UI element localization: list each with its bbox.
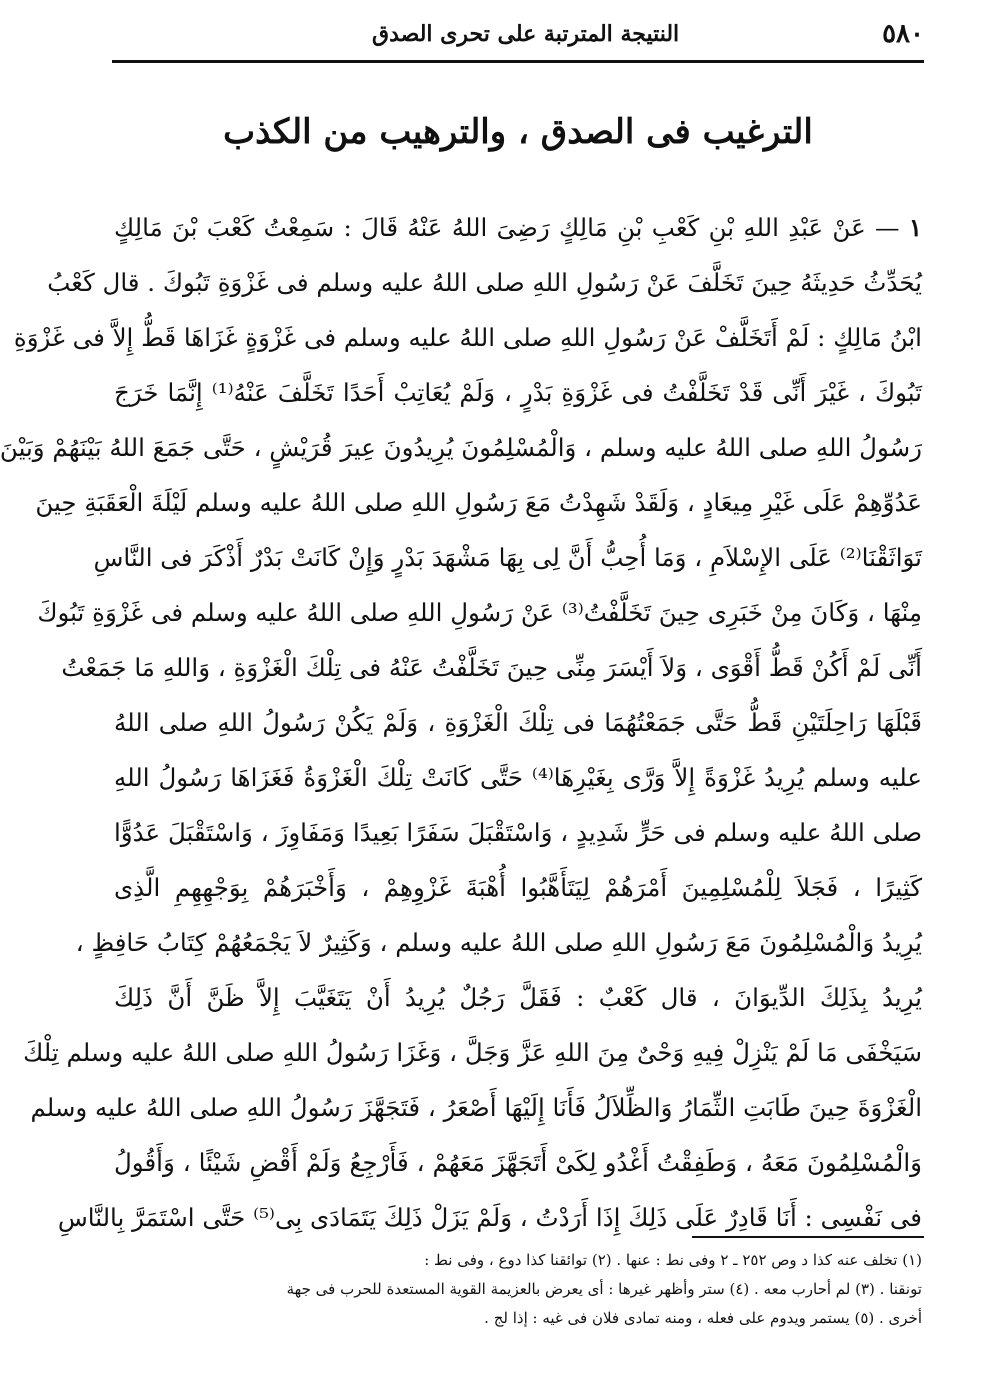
body-line: صلى اللهُ عليه وسلم فى حَرٍّ شَدِيدٍ ، وَاسْتَقْبَلَ سَفَرًا بَعِيدًا وَمَفَاوِزَ ، وَاسْتَقْبَلَ عَدُوًّا	[114, 818, 922, 847]
section-title: الترغيب فى الصدق ، والترهيب من الكذب	[223, 112, 813, 152]
body-line: عليه وسلم يُرِيدُ غَزْوَةً إِلاَّ وَرَّى بِغَيْرِهَا⁽⁴⁾ حَتَّى كَانَتْ تِلْكَ الْغَزْوَةُ فَغَزَاهَا رَسُولُ اللهِ	[114, 763, 922, 792]
header-rule	[112, 60, 924, 63]
body-line: يُحَدِّثُ حَدِيثَهُ حِينَ تَخَلَّفَ عَنْ رَسُولِ اللهِ صلى اللهُ عليه وسلم فى غَزْوَةِ تَبُوكَ . قال كَعْبُ	[47, 268, 922, 297]
page-header	[112, 14, 924, 54]
body-line: فى نَفْسِى : أَنَا قَادِرٌ عَلَى ذَلِكَ إِذَا أَرَدْتُ ، وَلَمْ يَزَلْ ذَلِكَ يَتَمَادَى بِى⁽⁵⁾ حَتَّى اسْتَمَرَّ بِالنَّاسِ	[57, 1203, 922, 1232]
footnote-rule	[692, 1236, 924, 1238]
footnote-line: (١) تخلف عنه كذا د وص ٢٥٢ ـ ٢ وفى نط : عنها . (٢) توائقنا كذا دوع ، وفى نط :	[424, 1251, 922, 1269]
body-line: وَالْمُسْلِمُونَ مَعَهُ ، وَطَفِقْتُ أَغْدُو لِكَىْ أَتَجَهَّزَ مَعَهُمْ ، فَأَرْجِعُ وَلَمْ أَقْضِ شَيْئًا ، وَأَقُولُ	[114, 1148, 922, 1177]
footnote-line: أخرى . (٥) يستمر ويدوم على فعله ، ومنه تمادى فلان فى غيه : إذا لج .	[484, 1309, 922, 1327]
body-line: قَبْلَهَا رَاحِلَتَيْنِ قَطُّ حَتَّى جَمَعْتُهُمَا فى تِلْكَ الْغَزْوَةِ ، وَلَمْ يَكُنْ رَسُولُ اللهِ صلى اللهُ	[114, 708, 922, 737]
body-line: ابْنُ مَالِكٍ : لَمْ أَتَخَلَّفْ عَنْ رَسُولِ اللهِ صلى اللهُ عليه وسلم فى غَزْوَةٍ غَزَاهَا قَطُّ إِلاَّ فى غَزْوَةِ	[13, 323, 922, 352]
body-text	[0, 200, 923, 1245]
body-line: مِنْهَا ، وَكَانَ مِنْ خَبَرِى حِينَ تَخَلَّفْتُ⁽³⁾ عَنْ رَسُولِ اللهِ صلى اللهُ عليه وسلم فى غَزْوَةِ تَبُوكَ	[37, 598, 922, 627]
body-line: ١ — عَنْ عَبْدِ اللهِ بْنِ كَعْبِ بْنِ مَالِكٍ رَضِىَ اللهُ عَنْهُ قَالَ : سَمِعْتُ كَعْبَ بْنَ مَالِكٍ	[114, 213, 922, 242]
running-title: النتيجة المترتبة على تحرى الصدق	[372, 21, 680, 47]
body-line: الْغَزْوَةَ حِينَ طَابَتِ الثِّمَارُ وَالظِّلاَلُ فَأَنَا إِلَيْهَا أَصْعَرُ ، فَتَجَهَّزَ رَسُولُ اللهِ صلى اللهُ عليه وسلم	[30, 1093, 922, 1122]
body-line: كَثِيرًا ، فَجَلاَ لِلْمُسْلِمِينَ أَمْرَهُمْ لِيَتَأَهَّبُوا أُهْبَةَ غَزْوِهِمْ ، وَأَخْبَرَهُمْ بِوَجْهِهِمِ الَّذِى	[114, 873, 922, 902]
body-line: أَنِّى لَمْ أَكُنْ قَطُّ أَقْوَى ، وَلاَ أَيْسَرَ مِنِّى حِينَ تَخَلَّفْتُ عَنْهُ فى تِلْكَ الْغَزْوَةِ ، وَاللهِ مَا جَمَعْتُ	[61, 653, 922, 682]
body-line: يُرِيدُ بِذَلِكَ الدِّيوَانَ ، قال كَعْبٌ : فَقَلَّ رَجُلٌ يُرِيدُ أَنْ يَتَغَيَّبَ إِلاَّ ظَنَّ أَنَّ ذَلِكَ	[114, 983, 922, 1012]
body-line: يُرِيدُ وَالْمُسْلِمُونَ مَعَ رَسُولِ اللهِ صلى اللهُ عليه وسلم ، وَكَثِيرٌ لاَ يَجْمَعُهُمْ كِتَابُ حَافِظٍ ،	[75, 928, 922, 957]
body-line: رَسُولُ اللهِ صلى اللهُ عليه وسلم ، وَالْمُسْلِمُونَ يُرِيدُونَ عِيرَ قُرَيْشٍ ، حَتَّى جَمَعَ اللهُ بَيْنَهُمْ وَبَيْنَ	[0, 433, 922, 462]
body-line: تَبُوكَ ، غَيْرَ أَنِّى قَدْ تَخَلَّفْتُ فى غَزْوَةِ بَدْرٍ ، وَلَمْ يُعَاتِبْ أَحَدًا تَخَلَّفَ عَنْهُ⁽¹⁾ إِنَّمَا خَرَجَ	[114, 378, 923, 407]
footnotes	[114, 1246, 922, 1333]
body-line: تَوَاثَقْنَا⁽²⁾ عَلَى الإِسْلاَمِ ، وَمَا أُحِبُّ أَنَّ لِى بِهَا مَشْهَدَ بَدْرٍ وَإِنْ كَانَتْ بَدْرٌ أَذْكَرَ فى النَّاسِ	[93, 543, 922, 572]
body-line: عَدُوِّهِمْ عَلَى غَيْرِ مِيعَادٍ ، وَلَقَدْ شَهِدْتُ مَعَ رَسُولِ اللهِ صلى اللهُ عليه وسلم لَيْلَةَ الْعَقَبَةِ حِينَ	[35, 488, 922, 517]
page-number: ٥٨٠	[882, 19, 924, 49]
paragraph-number: ١	[908, 213, 922, 242]
footnote-line: تونقنا . (٣) لم أحارب معه . (٤) ستر وأظهر غيرها : أى يعرض بالعزيمة القوية المستعدة للحرب فى جهة	[286, 1280, 922, 1298]
body-line: سَيَخْفَى مَا لَمْ يَنْزِلْ فِيهِ وَحْىٌ مِنَ اللهِ عَزَّ وَجَلَّ ، وَغَزَا رَسُولُ اللهِ صلى اللهُ عليه وسلم تِلْكَ	[23, 1038, 922, 1067]
